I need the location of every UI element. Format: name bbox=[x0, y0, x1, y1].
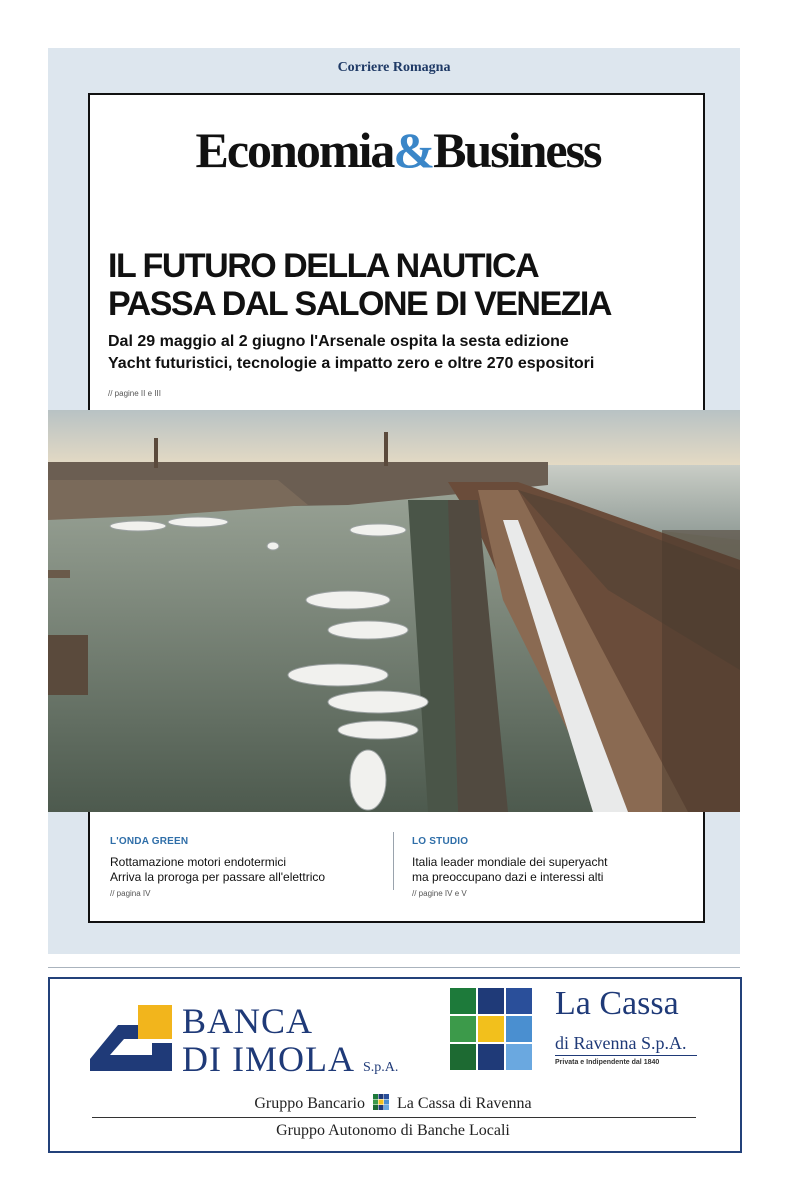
imola-name-line-2-text: DI IMOLA bbox=[182, 1039, 353, 1079]
imola-name-line-2 bbox=[182, 1038, 398, 1080]
story-title-line-2: Arriva la proroga per passare all'elettrico bbox=[110, 870, 326, 884]
newspaper-name: Corriere Romagna bbox=[337, 60, 451, 75]
subhead-line-2: Yacht futuristici, tecnologie a impatto zero e oltre 270 espositori bbox=[108, 355, 595, 372]
banking-group-line bbox=[48, 1094, 738, 1113]
banca-imola-logo-icon bbox=[90, 1005, 174, 1071]
group-suffix: La Cassa di Ravenna bbox=[397, 1095, 532, 1112]
headline-line-2: PASSA DAL SALONE DI VENEZIA bbox=[108, 285, 611, 323]
story-page-ref[interactable]: // pagine IV e V bbox=[412, 889, 467, 898]
story-lo-studio[interactable] bbox=[412, 836, 672, 898]
subhead-line-1: Dal 29 maggio al 2 giugno l'Arsenale ospita la sesta edizione bbox=[108, 333, 569, 350]
story-onda-green[interactable] bbox=[110, 836, 370, 898]
lead-page-ref[interactable]: // pagine II e III bbox=[108, 389, 161, 398]
masthead-part2: Business bbox=[433, 122, 601, 178]
masthead-ampersand: & bbox=[393, 122, 434, 178]
group-prefix: Gruppo Bancario bbox=[254, 1095, 365, 1112]
lead-subheadline bbox=[108, 331, 688, 375]
page-separator bbox=[48, 967, 740, 968]
autonomous-group-line: Gruppo Autonomo di Banche Locali bbox=[276, 1122, 510, 1139]
story-title-line-1: Rottamazione motori endotermici bbox=[110, 855, 287, 869]
group-rule bbox=[92, 1117, 696, 1118]
story-tag: LO STUDIO bbox=[412, 836, 469, 847]
cassa-rule bbox=[555, 1055, 697, 1056]
masthead-part1: Economia bbox=[195, 122, 394, 178]
cassa-ravenna-mosaic-icon bbox=[450, 988, 534, 1070]
imola-spa: S.p.A. bbox=[362, 1060, 399, 1075]
venice-arsenale-aerial-photo bbox=[48, 410, 740, 812]
story-title-line-2: ma preoccupano dazi e interessi alti bbox=[412, 870, 604, 884]
imola-name-line-1: BANCA bbox=[182, 1001, 314, 1041]
cassa-tagline: Privata e Indipendente dal 1840 bbox=[555, 1059, 660, 1066]
lead-headline[interactable] bbox=[108, 247, 688, 323]
story-title-line-1: Italia leader mondiale dei superyacht bbox=[412, 855, 608, 869]
section-masthead bbox=[110, 121, 686, 179]
cassa-name-line-2: di Ravenna S.p.A. bbox=[555, 1033, 687, 1053]
mini-mosaic-icon bbox=[373, 1094, 389, 1110]
column-divider bbox=[393, 832, 394, 890]
cassa-name-line-1: La Cassa bbox=[555, 985, 679, 1022]
story-tag: L'ONDA GREEN bbox=[110, 836, 189, 847]
headline-line-1: IL FUTURO DELLA NAUTICA bbox=[108, 247, 539, 285]
story-page-ref[interactable]: // pagina IV bbox=[110, 889, 151, 898]
